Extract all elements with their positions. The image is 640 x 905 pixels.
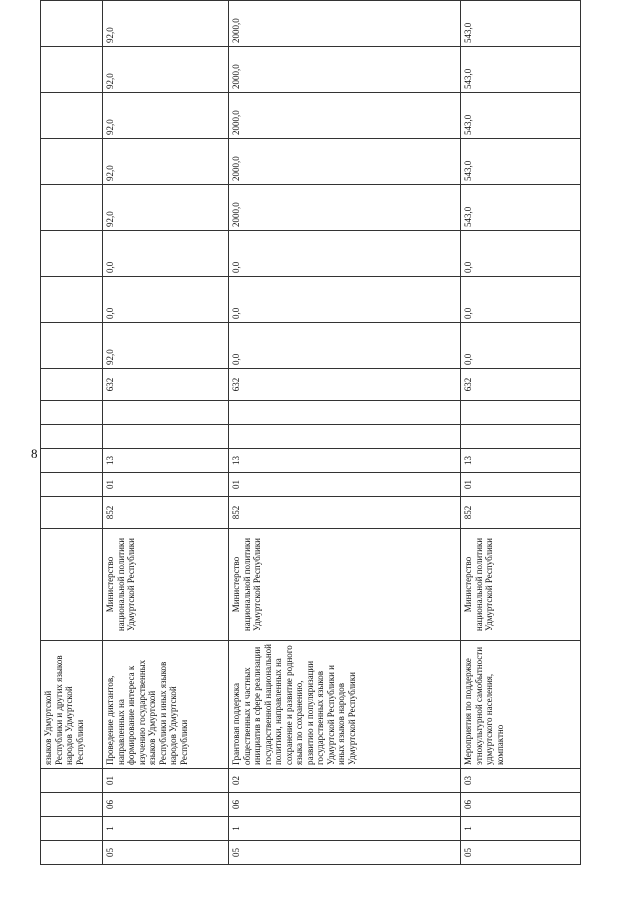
- cell-code-4: 01: [103, 769, 229, 793]
- cell-name: Грантовая поддержка общественных и частных инициатив в сфере реализации государственной национальной политики, направленных на сохранение и развитие родного языка по сохранению, развитию и популяризации государственных языков Удмуртской Республики и иных языков народов Удмуртской Республики: [229, 641, 461, 769]
- cell-value-8: 543,0: [461, 1, 581, 47]
- cell-code-2: [41, 817, 103, 841]
- cell-grbs: 852: [461, 497, 581, 529]
- cell-value-6: 543,0: [461, 93, 581, 139]
- cell-value-4: 2000,0: [229, 185, 461, 231]
- cell-rz: [41, 473, 103, 497]
- cell-value-7: 543,0: [461, 47, 581, 93]
- cell-value-3: 0,0: [103, 231, 229, 277]
- cell-code-1: [41, 841, 103, 865]
- cell-code-2: 1: [229, 817, 461, 841]
- table-row: [41, 1, 103, 865]
- cell-value-1: [41, 323, 103, 369]
- cell-value-1: 0,0: [229, 323, 461, 369]
- budget-table-sheet: [40, 18, 580, 865]
- cell-rz: 01: [229, 473, 461, 497]
- cell-rz: 01: [103, 473, 229, 497]
- cell-code-3: 06: [103, 793, 229, 817]
- cell-value-4: [41, 185, 103, 231]
- budget-table: [40, 0, 581, 865]
- cell-organization: Министерство национальной политики Удмуртской Республики: [103, 529, 229, 641]
- cell-value-3: 0,0: [461, 231, 581, 277]
- cell-organization: Министерство национальной политики Удмуртской Республики: [229, 529, 461, 641]
- cell-pr: 13: [103, 449, 229, 473]
- cell-vr: 632: [229, 369, 461, 401]
- cell-value-4: 543,0: [461, 185, 581, 231]
- cell-name: языков Удмуртской Республики и других языков народов Удмуртской Республики: [41, 641, 103, 769]
- cell-code-1: 05: [229, 841, 461, 865]
- cell-value-2: 0,0: [461, 277, 581, 323]
- cell-cs: [41, 425, 103, 449]
- cell-value-6: 92,0: [103, 93, 229, 139]
- cell-code-1: 05: [103, 841, 229, 865]
- cell-value-5: 2000,0: [229, 139, 461, 185]
- cell-code-2: 1: [461, 817, 581, 841]
- cell-vr: 632: [461, 369, 581, 401]
- cell-cs: [229, 425, 461, 449]
- cell-value-5: [41, 139, 103, 185]
- cell-code-3: 06: [229, 793, 461, 817]
- cell-organization: Министерство национальной политики Удмуртской Республики: [461, 529, 581, 641]
- cell-value-1: 92,0: [103, 323, 229, 369]
- cell-value-6: [41, 93, 103, 139]
- cell-value-5: 543,0: [461, 139, 581, 185]
- cell-value-7: [41, 47, 103, 93]
- cell-value-3: [41, 231, 103, 277]
- cell-grbs: 852: [103, 497, 229, 529]
- cell-organization: [41, 529, 103, 641]
- cell-extra: [461, 401, 581, 425]
- cell-value-2: [41, 277, 103, 323]
- cell-rz: 01: [461, 473, 581, 497]
- cell-cs: [103, 425, 229, 449]
- table-row: [103, 1, 229, 865]
- cell-value-1: 0,0: [461, 323, 581, 369]
- cell-extra: [41, 401, 103, 425]
- cell-value-3: 0,0: [229, 231, 461, 277]
- cell-value-4: 92,0: [103, 185, 229, 231]
- cell-value-7: 92,0: [103, 47, 229, 93]
- cell-pr: 13: [229, 449, 461, 473]
- table-row: [461, 1, 581, 865]
- cell-code-4: 03: [461, 769, 581, 793]
- cell-value-8: [41, 1, 103, 47]
- cell-grbs: [41, 497, 103, 529]
- cell-value-2: 0,0: [103, 277, 229, 323]
- cell-code-4: 02: [229, 769, 461, 793]
- cell-value-7: 2000,0: [229, 47, 461, 93]
- cell-value-8: 92,0: [103, 1, 229, 47]
- cell-value-5: 92,0: [103, 139, 229, 185]
- cell-grbs: 852: [229, 497, 461, 529]
- cell-value-6: 2000,0: [229, 93, 461, 139]
- cell-vr: 632: [103, 369, 229, 401]
- cell-value-8: 2000,0: [229, 1, 461, 47]
- cell-pr: 13: [461, 449, 581, 473]
- cell-extra: [229, 401, 461, 425]
- cell-pr: [41, 449, 103, 473]
- cell-cs: [461, 425, 581, 449]
- page-number: 8: [31, 446, 38, 461]
- cell-code-4: [41, 769, 103, 793]
- cell-code-2: 1: [103, 817, 229, 841]
- table-row: [229, 1, 461, 865]
- cell-value-2: 0,0: [229, 277, 461, 323]
- cell-extra: [103, 401, 229, 425]
- cell-code-3: 06: [461, 793, 581, 817]
- cell-name: Проведение диктантов, направленных на формирование интереса к изучению государственных языков Удмуртской Республики и иных языков народов Удмуртской Республики: [103, 641, 229, 769]
- cell-vr: [41, 369, 103, 401]
- cell-code-3: [41, 793, 103, 817]
- cell-code-1: 05: [461, 841, 581, 865]
- cell-name: Мероприятия по поддержке этнокультурной самобытности удмуртского населения, компактно: [461, 641, 581, 769]
